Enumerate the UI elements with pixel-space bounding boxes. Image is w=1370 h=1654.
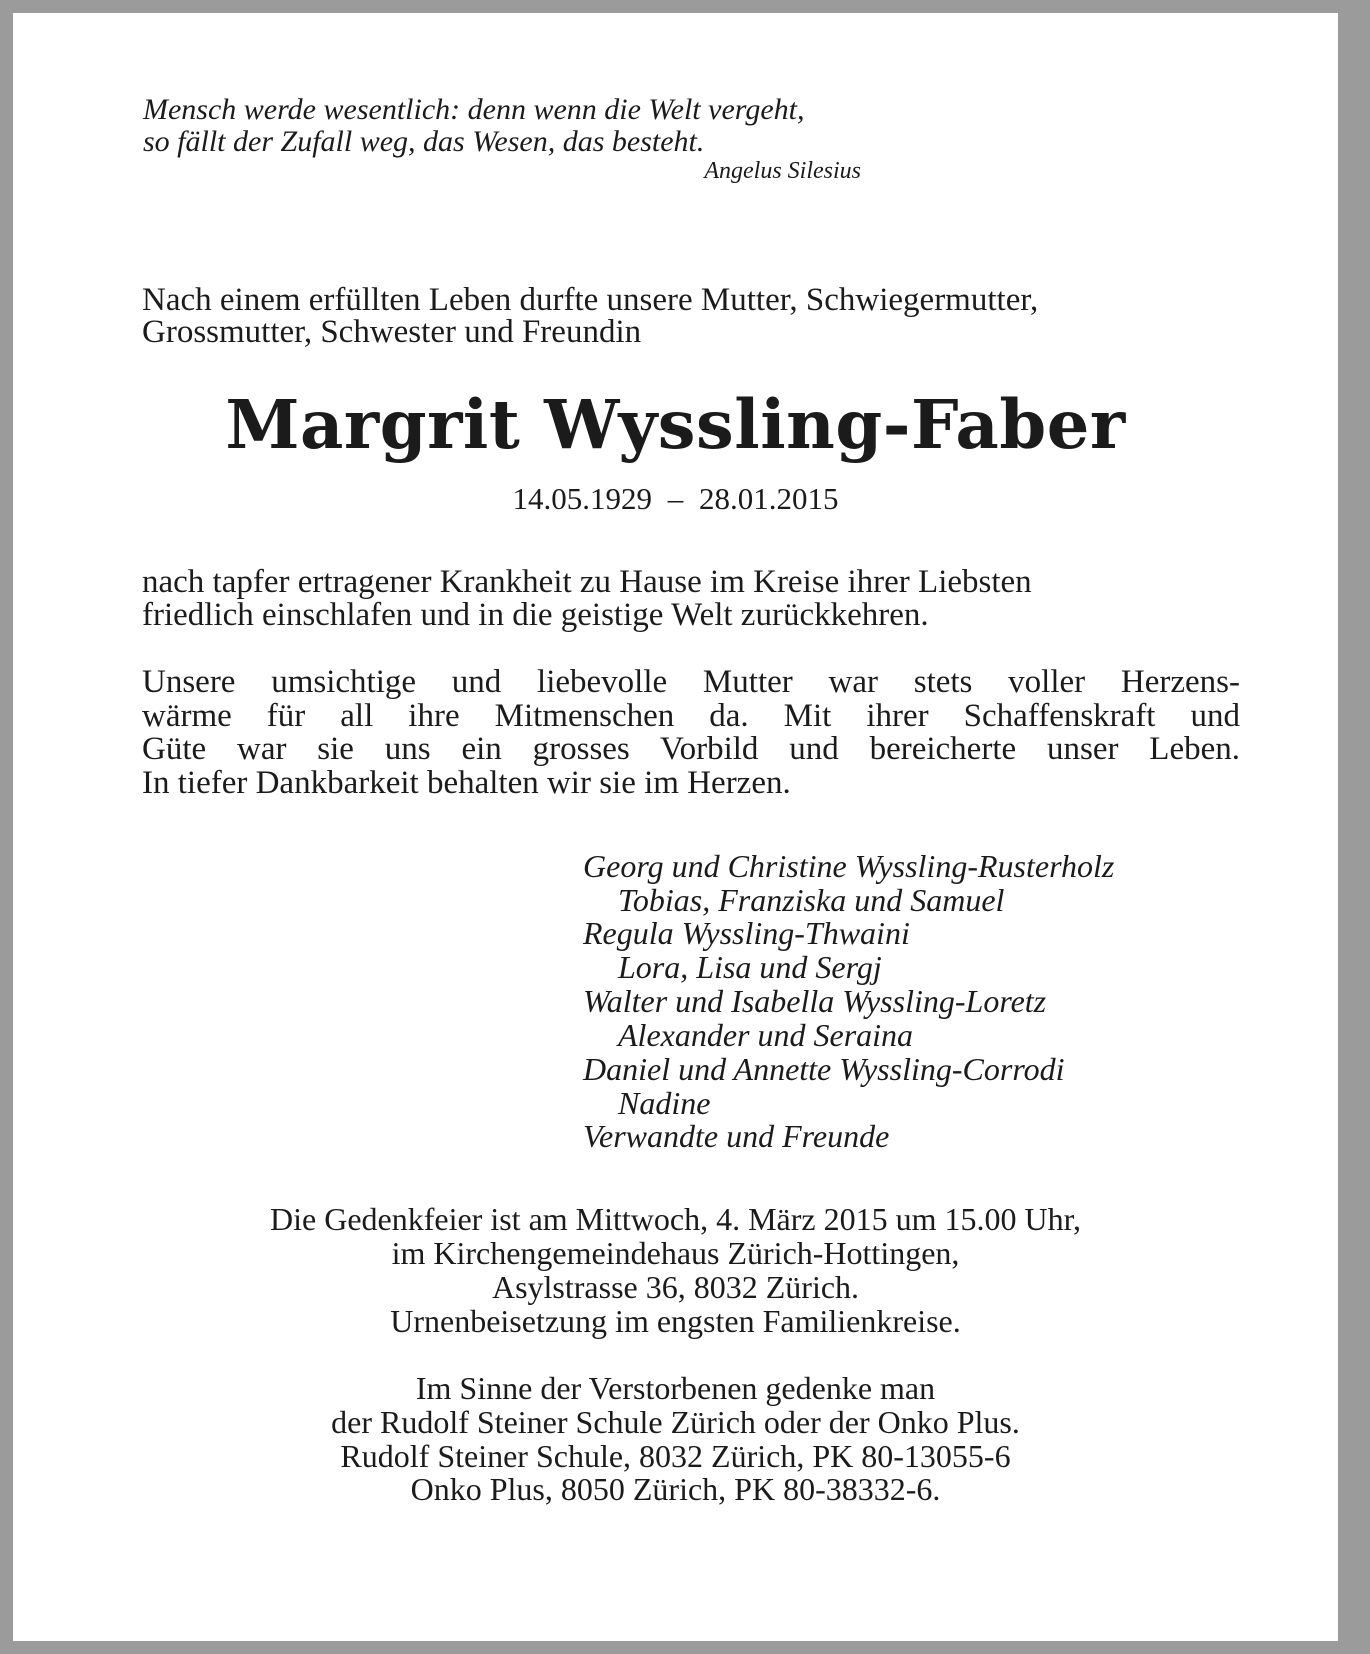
tribute-line-1: Unsere umsichtige und liebevolle Mutter war stets voller Herzens- <box>142 664 1240 700</box>
quote-author: Angelus Silesius <box>704 158 861 184</box>
ceremony-line-1: Die Gedenkfeier ist am Mittwoch, 4. März 2015 um 15.00 Uhr, <box>270 1201 1081 1237</box>
life-dates: 14.05.1929 – 28.01.2015 <box>512 481 839 516</box>
tribute-line-4: In tiefer Dankbarkeit behalten wir sie im Herzen. <box>142 765 791 801</box>
family-entry-children: Alexander und Seraina <box>618 1017 914 1053</box>
tribute-line-2: wärme für all ihre Mitmenschen da. Mit ihrer Schaffenskraft und <box>142 698 1240 734</box>
passing-line-2: friedlich einschlafen und in die geistige Welt zurückkehren. <box>142 597 929 633</box>
family-entry-children: Tobias, Franziska und Samuel <box>618 882 1005 918</box>
donation-line-4: Onko Plus, 8050 Zürich, PK 80-38332-6. <box>410 1471 941 1507</box>
quote-line-2: so fällt der Zufall weg, das Wesen, das besteht. <box>143 125 705 158</box>
intro-line-1: Nach einem erfüllten Leben durfte unsere Mutter, Schwiegermutter, <box>142 282 1039 318</box>
family-entry: Verwandte und Freunde <box>583 1118 890 1154</box>
obituary-page <box>13 13 1338 1641</box>
family-entry: Regula Wyssling-Thwaini <box>583 915 910 951</box>
family-entry: Walter und Isabella Wyssling-Loretz <box>583 983 1047 1019</box>
family-entry: Daniel und Annette Wyssling-Corrodi <box>583 1051 1065 1087</box>
ceremony-line-2: im Kirchengemeindehaus Zürich-Hottingen, <box>391 1235 960 1271</box>
passing-line-1: nach tapfer ertragener Krankheit zu Hause im Kreise ihrer Liebsten <box>142 564 1032 600</box>
ceremony-line-4: Urnenbeisetzung im engsten Familienkreise. <box>390 1303 961 1339</box>
tribute-line-3: Güte war sie uns ein grosses Vorbild und bereicherte unser Leben. <box>142 731 1240 767</box>
family-entry: Georg und Christine Wyssling-Rusterholz <box>583 848 1115 884</box>
ceremony-line-3: Asylstrasse 36, 8032 Zürich. <box>491 1269 860 1305</box>
deceased-name: Margrit Wyssling-Faber <box>225 385 1126 464</box>
family-entry-children: Nadine <box>618 1085 711 1121</box>
intro-line-2: Grossmutter, Schwester und Freundin <box>142 314 642 350</box>
family-entry-children: Lora, Lisa und Sergj <box>618 949 882 985</box>
quote-line-1: Mensch werde wesentlich: denn wenn die Welt vergeht, <box>143 93 805 126</box>
donation-line-1: Im Sinne der Verstorbenen gedenke man <box>415 1370 936 1406</box>
donation-line-2: der Rudolf Steiner Schule Zürich oder der Onko Plus. <box>331 1404 1020 1440</box>
donation-line-3: Rudolf Steiner Schule, 8032 Zürich, PK 80-13055-6 <box>340 1438 1011 1474</box>
